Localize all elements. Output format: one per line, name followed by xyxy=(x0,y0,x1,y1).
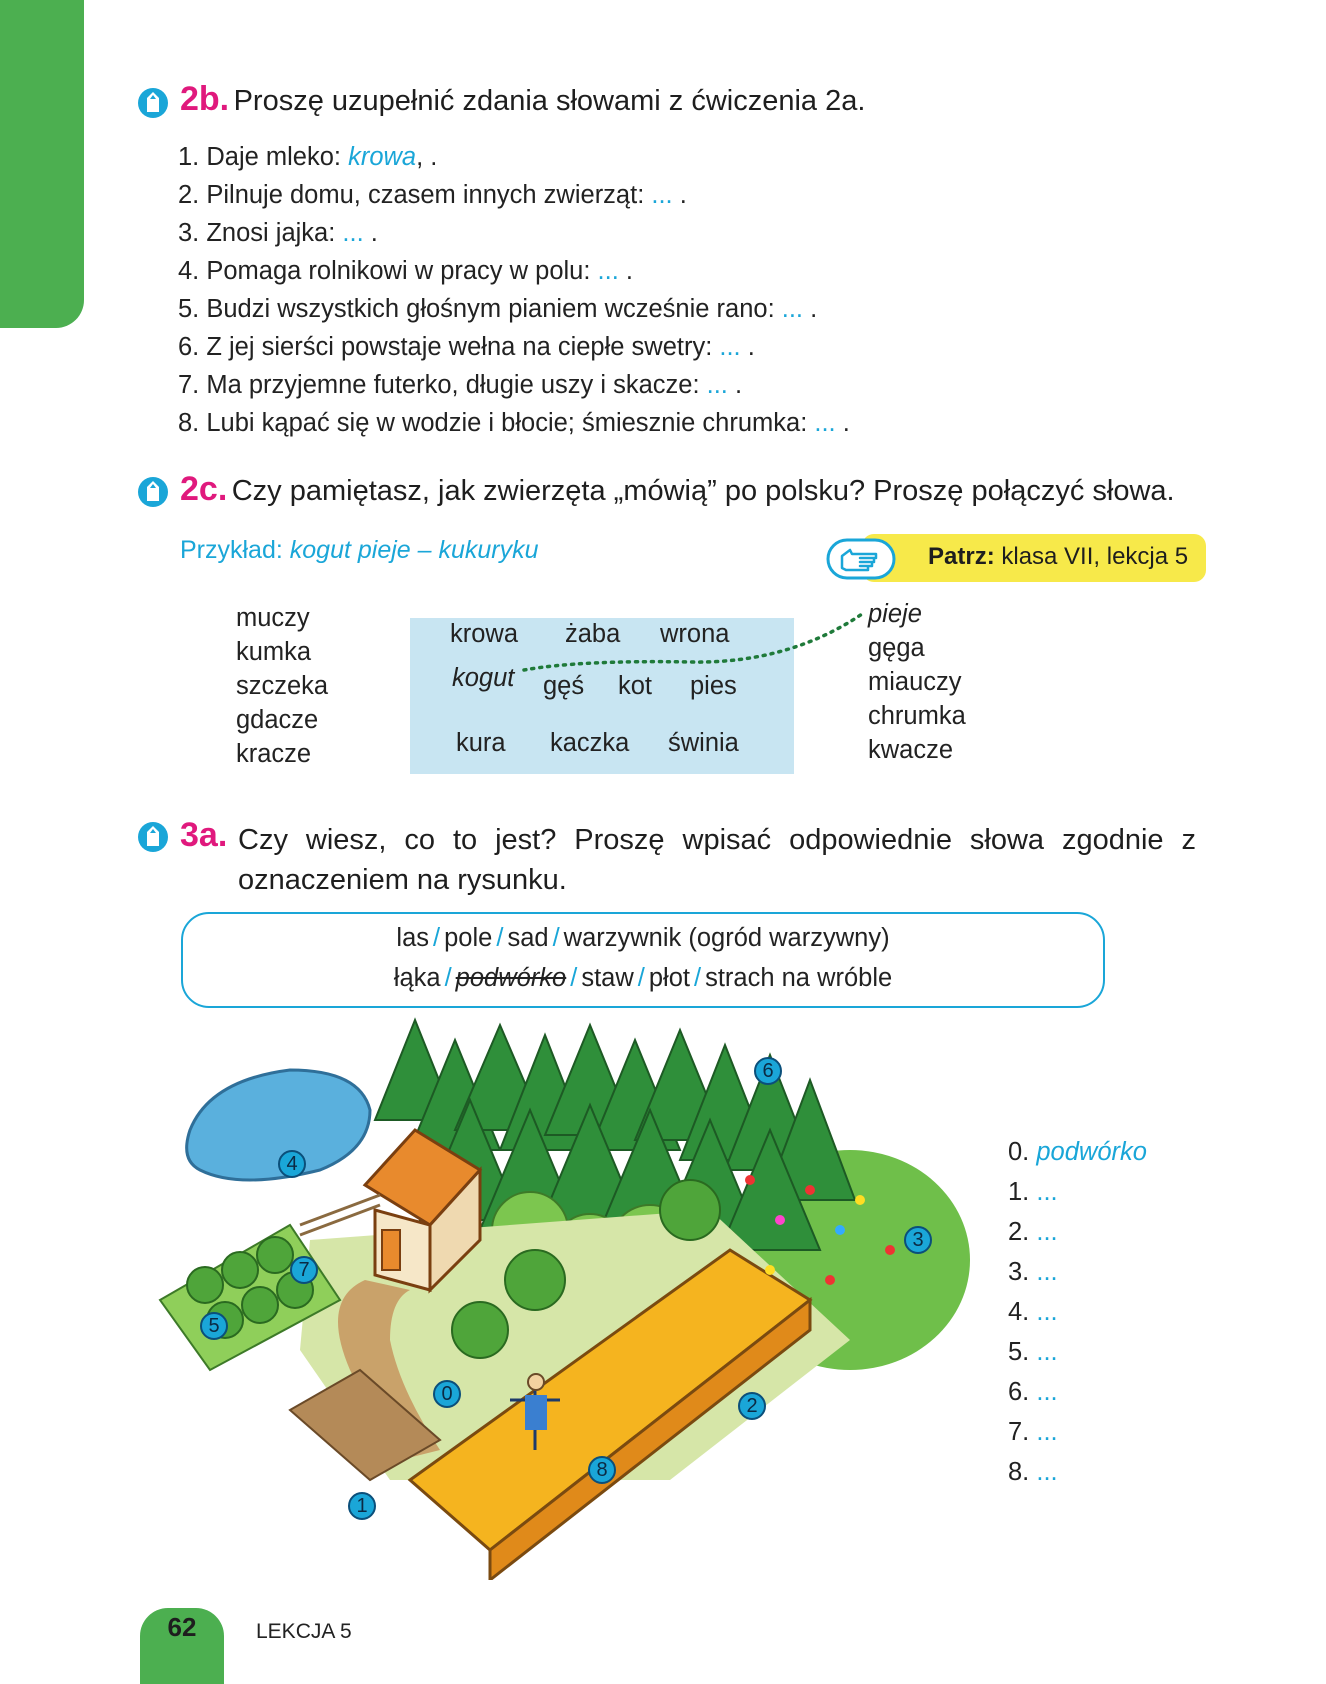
animal-word[interactable]: kaczka xyxy=(550,729,630,757)
verb-item: gdacze xyxy=(236,706,319,734)
verb-item: chrumka xyxy=(868,702,966,730)
word-bank-item: łąka xyxy=(393,964,441,992)
ex2b-header xyxy=(180,80,865,119)
animal-word[interactable]: gęś xyxy=(543,672,585,700)
animal-word[interactable]: krowa xyxy=(450,620,519,648)
verb-item: kwacze xyxy=(868,736,954,764)
answer-blank[interactable]: ... xyxy=(1036,1338,1058,1366)
sound-verbs-right xyxy=(868,597,966,767)
marker-6: 6 xyxy=(754,1057,782,1085)
side-tab xyxy=(0,0,84,328)
sound-verbs-left xyxy=(236,601,328,771)
answer-blank[interactable]: ... xyxy=(342,219,364,247)
answer-row: 7. ... xyxy=(1008,1418,1058,1446)
word-bank: las / pole / sad / warzywnik (ogród warzywny) łąka / podwórko / staw / płot / strach na wróble xyxy=(181,912,1105,1008)
answer-row: 5. ... xyxy=(1008,1338,1058,1366)
verb-item: gęga xyxy=(868,634,925,662)
ex2c-header xyxy=(180,470,1175,509)
answer-row: 6. ... xyxy=(1008,1378,1058,1406)
answer-blank[interactable]: ... xyxy=(719,333,741,361)
pencil-icon xyxy=(136,86,170,120)
answer-blank[interactable]: ... xyxy=(1036,1178,1058,1206)
ex3a-number: 3a. xyxy=(180,816,228,854)
sentence-4: 4. Pomaga rolnikowi w pracy w polu: ... . xyxy=(178,257,633,285)
pencil-icon xyxy=(136,475,170,509)
verb-item: muczy xyxy=(236,604,310,632)
animal-word[interactable]: świnia xyxy=(668,729,739,757)
marker-2: 2 xyxy=(738,1392,766,1420)
animal-word[interactable]: żaba xyxy=(565,620,621,648)
sentence-3: 3. Znosi jajka: ... . xyxy=(178,219,378,247)
ex2c-number: 2c. xyxy=(180,470,228,508)
reference-note: Patrz: klasa VII, lekcja 5 xyxy=(818,534,1206,582)
marker-5: 5 xyxy=(200,1312,228,1340)
answer-row: 2. ... xyxy=(1008,1218,1058,1246)
word-bank-item: las xyxy=(396,924,430,952)
page-number: 62 xyxy=(167,1612,197,1642)
animal-word[interactable]: pies xyxy=(690,672,737,700)
marker-1: 1 xyxy=(348,1492,376,1520)
ex3a-instruction-line1: Czy wiesz, co to jest? Proszę wpisać odpowiednie słowa zgodnie z xyxy=(238,824,1196,856)
animal-word[interactable]: kura xyxy=(456,729,506,757)
pencil-icon xyxy=(136,820,170,854)
ex2b-sentence-list xyxy=(178,138,850,442)
verb-item: szczeka xyxy=(236,672,329,700)
answer-blank[interactable]: ... xyxy=(706,371,728,399)
answer-blank[interactable]: ... xyxy=(1036,1458,1058,1486)
sentence-6: 6. Z jej sierści powstaje wełna na ciepłe swetry: ... . xyxy=(178,333,755,361)
answer-row: 1. ... xyxy=(1008,1178,1058,1206)
answer-row: 4. ... xyxy=(1008,1298,1058,1326)
answer-row: 8. ... xyxy=(1008,1458,1058,1486)
sentence-1: 1. Daje mleko: krowa, . xyxy=(178,143,438,171)
ex2c-example: Przykład: kogut pieje – kukuryku xyxy=(180,536,539,564)
word-bank-item: pole xyxy=(444,924,493,952)
word-bank-item: staw xyxy=(581,964,634,992)
answer-blank[interactable]: ... xyxy=(814,409,836,437)
lesson-label: LEKCJA 5 xyxy=(256,1620,352,1643)
pointing-hand-icon xyxy=(826,538,898,580)
answer-blank[interactable]: podwórko xyxy=(1036,1138,1147,1166)
ex2b-number: 2b. xyxy=(180,80,230,118)
sentence-5: 5. Budzi wszystkich głośnym pianiem wcześnie rano: ... . xyxy=(178,295,818,323)
verb-item: kumka xyxy=(236,638,312,666)
sentence-2: 2. Pilnuje domu, czasem innych zwierząt: ... . xyxy=(178,181,687,209)
answer-blank[interactable]: ... xyxy=(781,295,804,323)
ex2c-instruction: Czy pamiętasz, jak zwierzęta „mówią” po polsku? Proszę połączyć słowa. xyxy=(231,475,1175,507)
animal-word[interactable]: kogut xyxy=(452,664,515,692)
farm-illustration xyxy=(150,1010,970,1580)
connection-line xyxy=(520,600,880,680)
word-bank-item: płot xyxy=(648,964,690,992)
word-bank-item: strach na wróble xyxy=(705,964,893,992)
marker-7: 7 xyxy=(290,1256,318,1284)
sentence-7: 7. Ma przyjemne futerko, długie uszy i skacze: ... . xyxy=(178,371,743,399)
answer-row: 3. ... xyxy=(1008,1258,1058,1286)
answer-blank[interactable]: ... xyxy=(1036,1258,1058,1286)
ex3a-header xyxy=(180,816,227,855)
answer-blank[interactable]: ... xyxy=(1036,1298,1058,1326)
marker-3: 3 xyxy=(904,1226,932,1254)
verb-item: pieje xyxy=(868,600,922,628)
word-bank-item: sad xyxy=(507,924,549,952)
ex2b-instruction: Proszę uzupełnić zdania słowami z ćwiczenia 2a. xyxy=(233,85,866,117)
marker-4: 4 xyxy=(278,1150,306,1178)
answer-blank[interactable]: ... xyxy=(597,257,619,285)
answer-blank[interactable]: ... xyxy=(1036,1418,1058,1446)
marker-0: 0 xyxy=(433,1380,461,1408)
animal-word[interactable]: kot xyxy=(618,672,653,700)
answer-blank[interactable]: krowa xyxy=(348,143,417,171)
answer-row: 0. podwórko xyxy=(1008,1138,1147,1166)
ex3a-answer-list xyxy=(1008,1132,1147,1492)
word-bank-item: warzywnik (ogród warzywny) xyxy=(563,924,890,952)
answer-blank[interactable]: ... xyxy=(1036,1378,1058,1406)
ex3a-instruction-line2: oznaczeniem na rysunku. xyxy=(238,864,567,896)
verb-item: kracze xyxy=(236,740,312,768)
answer-blank[interactable]: ... xyxy=(1036,1218,1058,1246)
word-bank-item-used: podwórko xyxy=(455,964,567,992)
answer-blank[interactable]: ... xyxy=(651,181,673,209)
sentence-8: 8. Lubi kąpać się w wodzie i błocie; śmiesznie chrumka: ... . xyxy=(178,409,850,437)
marker-8: 8 xyxy=(588,1456,616,1484)
verb-item: miauczy xyxy=(868,668,962,696)
animal-word[interactable]: wrona xyxy=(660,620,730,648)
